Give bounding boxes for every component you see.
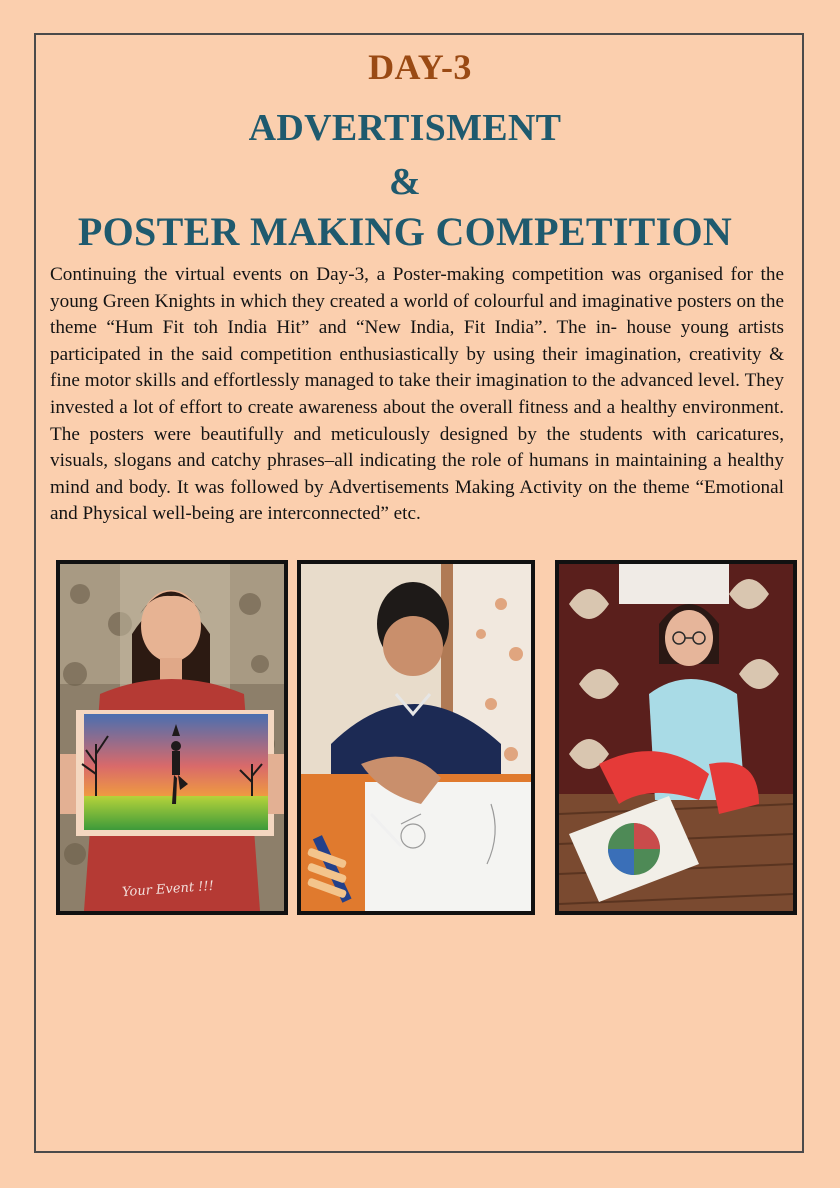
title-advertisement: ADVERTISMENT [248, 107, 562, 149]
event-description: Continuing the virtual events on Day-3, a Poster-making competition was organised for the young Green Knights in which they created a world of colourful and imaginative posters on the theme “Hum Fit toh India Hit” and “New India, Fit India”. The in- house young artists participated in the said competition enthusiastically by using their imagination, creativity & fine motor skills and effortlessly managed to take their imagination to the advanced level. They invested a lot of effort to create awareness about the overall fitness and a healthy environment. The posters were beautifully and meticulously designed by the students with caricatures, visuals, slogans and catchy phrases–all indicating the role of humans in maintaining a healthy mind and body. It was followed by Advertisements Making Activity on the theme “Emotional and Physical well-being are interconnected” etc. [50, 264, 784, 525]
photo-boy-drawing [297, 560, 535, 915]
title-ampersand: & [389, 161, 421, 203]
day-heading: DAY-3 [368, 47, 472, 87]
title-poster-making-competition: POSTER MAKING COMPETITION [77, 209, 733, 254]
photo-girl-drawing-on-floor [555, 560, 797, 915]
shirt-text: Your Event !!! [121, 878, 215, 901]
photo-girl-with-yoga-poster [56, 560, 288, 915]
